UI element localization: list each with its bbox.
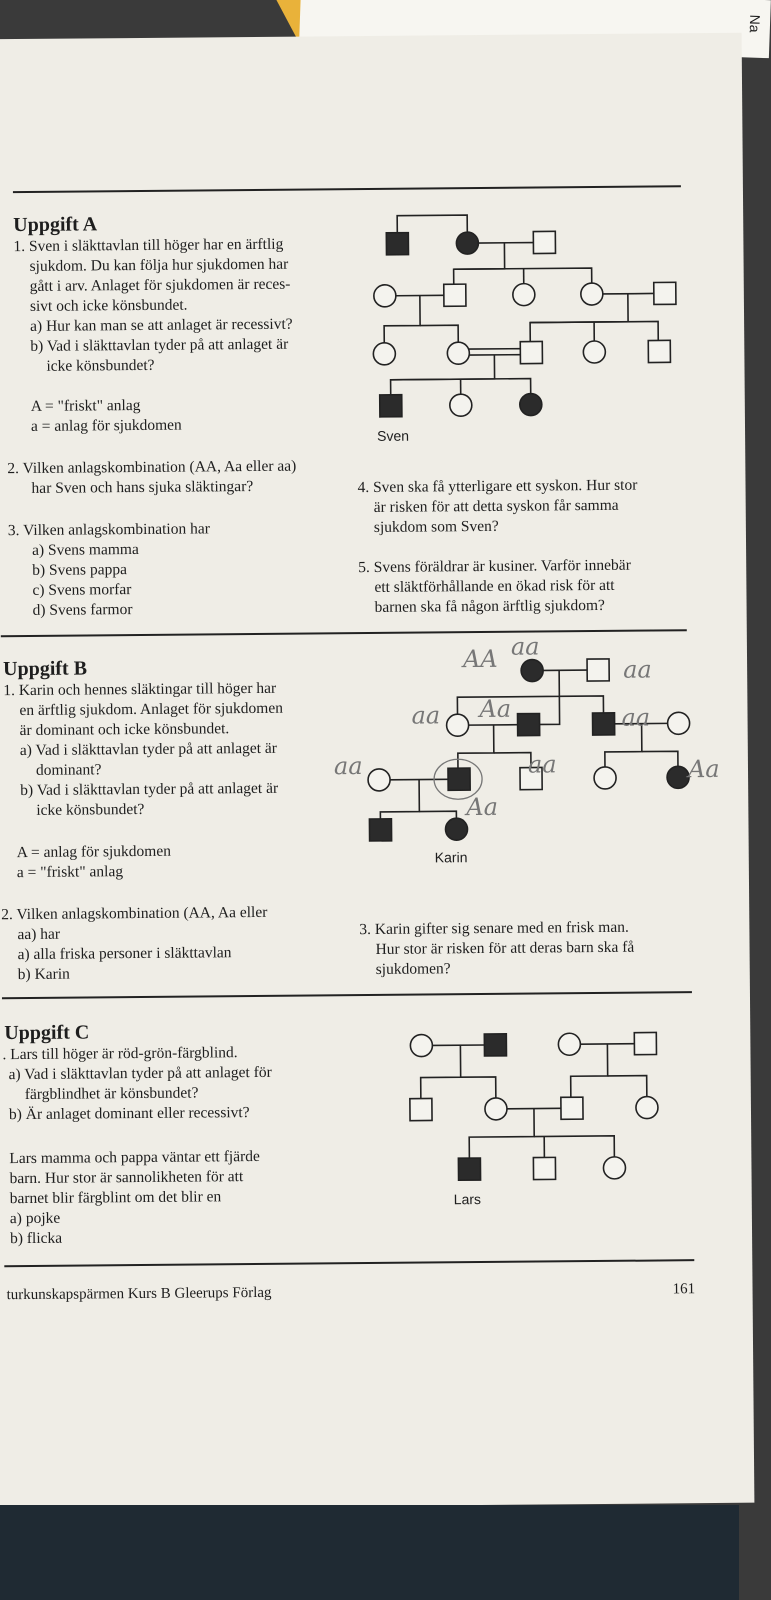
pedigree-line bbox=[461, 1077, 496, 1099]
c-q2-line: barnet blir färgblint om det blir en bbox=[9, 1188, 222, 1208]
female-healthy bbox=[581, 283, 603, 305]
b-q3-line: Hur stor är risken för att deras barn ska få bbox=[375, 938, 635, 958]
handwritten-genotype: Aa bbox=[687, 754, 720, 784]
male-affected bbox=[386, 233, 408, 255]
b-q3-line: sjukdomen? bbox=[375, 960, 451, 978]
handwritten-genotype: aa bbox=[623, 655, 652, 684]
a-q5-line: barnen ska få någon ärftlig sjukdom? bbox=[374, 596, 605, 616]
male-healthy bbox=[533, 1157, 555, 1179]
a-q1-line: sivt och icke könsbundet. bbox=[29, 296, 188, 315]
pedigree-sven bbox=[372, 213, 677, 417]
b-q1-line: icke könsbundet? bbox=[36, 800, 145, 819]
female-healthy bbox=[374, 285, 396, 307]
male-healthy bbox=[410, 1098, 432, 1120]
female-healthy bbox=[410, 1034, 432, 1056]
background-surface bbox=[0, 1505, 739, 1600]
female-healthy bbox=[667, 712, 689, 734]
female-affected bbox=[520, 393, 542, 415]
male-healthy bbox=[648, 340, 670, 362]
a-q4-line: sjukdom som Sven? bbox=[373, 517, 499, 536]
uppgift-a-heading: Uppgift A bbox=[13, 213, 98, 237]
uppgift-c-heading: Uppgift C bbox=[4, 1021, 90, 1045]
pedigree-line bbox=[534, 1136, 614, 1159]
handwritten-genotype: aa bbox=[510, 632, 540, 661]
a-q1-line: 1. Sven i släkttavlan till höger har en ärftlig bbox=[13, 235, 284, 256]
female-healthy bbox=[450, 394, 472, 416]
label-lars: Lars bbox=[453, 1191, 482, 1208]
footer-publisher: turkunskapspärmen Kurs B Gleerups Förlag bbox=[6, 1284, 272, 1304]
a-q1-line: gått i arv. Anlaget för sjukdomen är reces- bbox=[29, 275, 291, 295]
handwritten-genotype: aa bbox=[333, 752, 363, 781]
handwritten-genotype: AA bbox=[462, 644, 498, 674]
female-healthy bbox=[373, 343, 395, 365]
female-affected bbox=[667, 766, 689, 788]
b-q1-line: 1. Karin och hennes släktingar till höger har bbox=[3, 679, 277, 700]
a-q3-line: b) Svens pappa bbox=[32, 561, 128, 579]
a-q3-line: c) Svens morfar bbox=[32, 581, 132, 599]
female-affected-karin bbox=[445, 818, 467, 840]
handwritten-genotype: aa bbox=[621, 703, 651, 732]
pedigree-line bbox=[468, 349, 520, 355]
paper-behind-text: Na bbox=[746, 14, 764, 33]
female-healthy bbox=[594, 767, 616, 789]
a-q1-line: icke könsbundet? bbox=[46, 356, 155, 375]
female-healthy bbox=[447, 342, 469, 364]
male-healthy bbox=[520, 341, 542, 363]
a-q3-line: 3. Vilken anlagskombination har bbox=[7, 520, 210, 540]
b-q2-line: 2. Vilken anlagskombination (AA, Aa eller bbox=[1, 903, 268, 924]
b-q1-line: b) Vad i släkttavlan tyder på att anlaget är bbox=[20, 779, 279, 800]
a-q1-line: a) Hur kan man se att anlaget är recessivt? bbox=[30, 315, 293, 335]
a-q5-line: 5. Svens föräldrar är kusiner. Varför innebär bbox=[358, 556, 631, 577]
a-q4-line: är risken för att detta syskon får samma bbox=[373, 496, 619, 516]
c-q2-line: b) flicka bbox=[9, 1229, 63, 1248]
label-karin: Karin bbox=[434, 849, 468, 866]
worksheet-page bbox=[0, 33, 754, 1510]
male-affected bbox=[369, 819, 391, 841]
a-allele-healthy: A = "friskt" anlag bbox=[30, 396, 141, 415]
male-affected bbox=[593, 713, 615, 735]
male-affected bbox=[448, 768, 470, 790]
b-q1-line: är dominant och icke könsbundet. bbox=[19, 720, 230, 740]
uppgift-b-heading: Uppgift B bbox=[3, 657, 88, 681]
b-q1-line: en ärftlig sjukdom. Anlaget för sjukdomen bbox=[19, 699, 283, 720]
male-healthy bbox=[654, 282, 676, 304]
b-allele-disease: A = anlag för sjukdomen bbox=[16, 842, 172, 862]
c-q1-line: a) Vad i släkttavlan tyder på att anlaget för bbox=[8, 1063, 272, 1084]
female-healthy bbox=[558, 1033, 580, 1055]
b-allele-healthy: a = "friskt" anlag bbox=[16, 863, 124, 882]
a-q3-line: a) Svens mamma bbox=[31, 540, 139, 559]
female-affected bbox=[456, 232, 478, 254]
male-healthy bbox=[587, 659, 609, 681]
handwritten-genotype: Aa bbox=[479, 694, 512, 724]
male-affected bbox=[484, 1034, 506, 1056]
pedigree-charts bbox=[0, 33, 753, 1340]
a-q3-line: d) Svens farmor bbox=[32, 601, 133, 619]
b-q1-line: a) Vad i släkttavlan tyder på att anlaget är bbox=[19, 739, 277, 760]
c-q1-line: b) Är anlaget dominant eller recessivt? bbox=[8, 1104, 250, 1124]
a-q4-line: 4. Sven ska få ytterligare ett syskon. Hur stor bbox=[357, 476, 638, 497]
male-affected-sven bbox=[380, 395, 402, 417]
female-healthy bbox=[583, 341, 605, 363]
b-q1-line: dominant? bbox=[35, 761, 102, 779]
a-q2-line: 2. Vilken anlagskombination (AA, Aa eller aa) bbox=[7, 457, 297, 478]
female-healthy bbox=[603, 1157, 625, 1179]
a-q1-line: b) Vad i släkttavlan tyder på att anlaget är bbox=[30, 335, 289, 355]
female-healthy bbox=[636, 1096, 658, 1118]
c-q2-line: Lars mamma och pappa väntar ett fjärde bbox=[9, 1147, 260, 1168]
b-q2-line: b) Karin bbox=[17, 965, 70, 984]
c-q2-line: barn. Hur stor är sannolikheten för att bbox=[9, 1168, 244, 1188]
male-healthy bbox=[634, 1032, 656, 1054]
female-healthy bbox=[368, 769, 390, 791]
handwritten-genotype: aa bbox=[411, 701, 441, 730]
b-q2-line: aa) har bbox=[17, 925, 61, 944]
a-q1-line: sjukdom. Du kan följa hur sjukdomen har bbox=[29, 255, 289, 275]
male-affected bbox=[518, 714, 540, 736]
pedigree-line bbox=[608, 1076, 647, 1098]
a-q2-line: har Sven och hans sjuka släktingar? bbox=[31, 477, 254, 497]
label-sven: Sven bbox=[377, 427, 410, 444]
handwritten-genotype: Aa bbox=[466, 792, 499, 822]
male-healthy bbox=[561, 1097, 583, 1119]
c-q1-line: . Lars till höger är röd-grön-färgblind. bbox=[2, 1044, 238, 1064]
c-q2-line: a) pojke bbox=[9, 1209, 61, 1228]
a-q5-line: ett släktförhållande en ökad risk för att bbox=[374, 576, 615, 596]
a-allele-disease: a = anlag för sjukdomen bbox=[30, 416, 182, 435]
handwritten-genotype: aa bbox=[527, 750, 557, 779]
female-healthy bbox=[447, 714, 469, 736]
male-healthy bbox=[444, 284, 466, 306]
page-number: 161 bbox=[672, 1281, 696, 1298]
female-healthy bbox=[485, 1098, 507, 1120]
female-affected bbox=[521, 659, 543, 681]
b-q2-line: a) alla friska personer i släkttavlan bbox=[17, 944, 232, 964]
c-q1-line: färgblindhet är könsbundet? bbox=[24, 1084, 199, 1104]
male-affected-lars bbox=[458, 1158, 480, 1180]
pedigree-lars bbox=[409, 1032, 658, 1180]
male-healthy bbox=[533, 231, 555, 253]
female-healthy bbox=[513, 284, 535, 306]
b-q3-line: 3. Karin gifter sig senare med en frisk man. bbox=[359, 918, 629, 939]
